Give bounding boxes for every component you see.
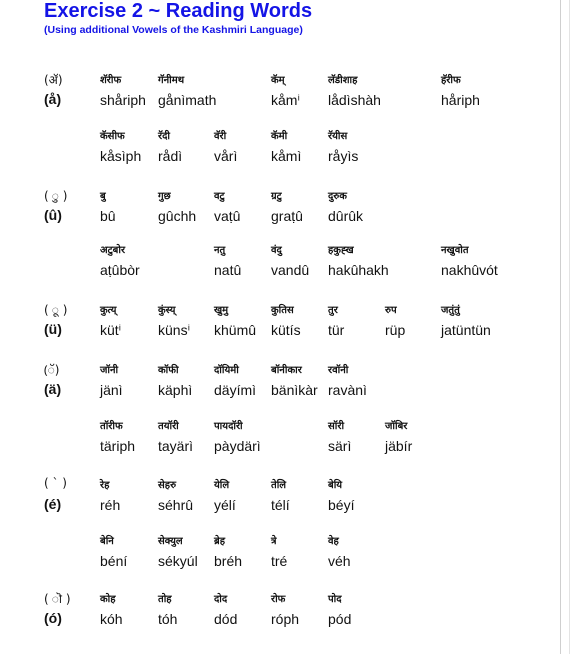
word-roman: khümû bbox=[214, 322, 257, 338]
word-devanagari: रवॉनी bbox=[328, 365, 349, 376]
word-devanagari: वंदु bbox=[271, 245, 282, 256]
word-devanagari: ग्रटु bbox=[271, 191, 282, 202]
word-devanagari: तेलि bbox=[271, 480, 287, 491]
word-devanagari: ब्रेह bbox=[214, 536, 226, 547]
word-roman: natû bbox=[214, 262, 242, 278]
word-roman: gûchh bbox=[158, 208, 197, 224]
word-roman: béyí bbox=[328, 497, 355, 513]
word-devanagari: रॅयीस bbox=[328, 131, 348, 142]
vowel-sign-devanagari: (ॲ) bbox=[44, 73, 63, 87]
word-devanagari: दुरुक bbox=[328, 191, 347, 202]
word-devanagari: पोद bbox=[328, 594, 342, 605]
word-roman: kütⁱ bbox=[100, 322, 122, 338]
vowel-sign-devanagari: ( ` ) bbox=[44, 476, 67, 490]
word-devanagari: तुर bbox=[328, 305, 338, 316]
word-devanagari: दॉयिमी bbox=[214, 365, 239, 376]
word-roman: kåmì bbox=[271, 148, 302, 164]
word-devanagari: सॉरी bbox=[328, 421, 345, 432]
word-devanagari: दोद bbox=[214, 594, 228, 605]
word-roman: róph bbox=[271, 611, 300, 627]
vowel-sign-devanagari: ( ॊ ) bbox=[44, 592, 71, 606]
word-roman: shåriph bbox=[100, 92, 146, 108]
vowel-sign-roman: (é) bbox=[44, 496, 62, 512]
word-roman: gånìmath bbox=[158, 92, 217, 108]
word-devanagari: हकुह्ख bbox=[328, 245, 354, 256]
word-roman: véh bbox=[328, 553, 351, 569]
page-title: Exercise 2 ~ Reading Words bbox=[44, 0, 313, 22]
word-roman: rüp bbox=[385, 322, 406, 338]
word-roman: séhrû bbox=[158, 497, 194, 513]
word-roman: tayärì bbox=[158, 438, 194, 454]
word-roman: tóh bbox=[158, 611, 178, 627]
word-roman: hakûhakh bbox=[328, 262, 389, 278]
word-roman: täriph bbox=[100, 438, 136, 454]
word-roman: håriph bbox=[441, 92, 480, 108]
word-roman: bänìkàr bbox=[271, 382, 318, 398]
vowel-sign-devanagari: (ॅ) bbox=[44, 363, 60, 377]
word-devanagari: जॉनी bbox=[100, 365, 119, 376]
word-roman: jatüntün bbox=[441, 322, 491, 338]
word-devanagari: सेहरु bbox=[158, 480, 177, 491]
word-devanagari: तयॉरी bbox=[158, 421, 179, 432]
word-roman: yélí bbox=[214, 497, 236, 513]
word-roman: vandû bbox=[271, 262, 310, 278]
word-devanagari: येलि bbox=[214, 480, 230, 491]
word-devanagari: गॅनीमथ bbox=[158, 75, 185, 86]
word-roman: däyímì bbox=[214, 382, 257, 398]
word-devanagari: कुंस्य् bbox=[158, 305, 176, 316]
word-roman: dód bbox=[214, 611, 238, 627]
word-devanagari: कुतिस bbox=[271, 305, 294, 316]
word-roman: jänì bbox=[100, 382, 123, 398]
word-roman: tür bbox=[328, 322, 345, 338]
word-roman: käphì bbox=[158, 382, 193, 398]
word-devanagari: हॅरीफ bbox=[441, 75, 461, 86]
word-roman: kóh bbox=[100, 611, 123, 627]
word-roman: jäbír bbox=[385, 438, 413, 454]
vowel-sign-roman: (ó) bbox=[44, 610, 62, 626]
word-devanagari: वॅरी bbox=[214, 131, 227, 142]
word-roman: réh bbox=[100, 497, 121, 513]
word-devanagari: कॅम् bbox=[271, 75, 285, 86]
word-roman: dûrûk bbox=[328, 208, 364, 224]
word-devanagari: रोफ bbox=[271, 594, 286, 605]
vowel-sign-roman: (å) bbox=[44, 91, 62, 107]
word-devanagari: बेनि bbox=[100, 536, 114, 547]
word-devanagari: नतु bbox=[214, 245, 226, 256]
word-devanagari: रॅदी bbox=[158, 131, 170, 142]
word-roman: aṭûbòr bbox=[100, 262, 140, 278]
word-roman: ravànì bbox=[328, 382, 367, 398]
word-roman: pàydärì bbox=[214, 438, 261, 454]
word-roman: kåmⁱ bbox=[271, 92, 300, 108]
word-devanagari: शॅरीफ bbox=[100, 75, 122, 86]
vowel-sign-roman: (ä) bbox=[44, 381, 62, 397]
word-devanagari: पायदॉरी bbox=[214, 421, 243, 432]
word-roman: graṭû bbox=[271, 208, 303, 224]
word-devanagari: त्रे bbox=[271, 536, 277, 547]
page-subtitle: (Using additional Vowels of the Kashmiri Language) bbox=[44, 24, 303, 36]
word-devanagari: वटु bbox=[214, 191, 225, 202]
word-roman: bréh bbox=[214, 553, 243, 569]
word-devanagari: बेयि bbox=[328, 480, 343, 491]
word-roman: nakhûvót bbox=[441, 262, 498, 278]
word-devanagari: बॉनीकार bbox=[271, 365, 302, 376]
word-devanagari: कुत्य् bbox=[100, 305, 117, 316]
word-devanagari: वेह bbox=[328, 536, 339, 547]
word-devanagari: सेक्युल bbox=[158, 536, 183, 547]
word-roman: kütís bbox=[271, 322, 301, 338]
word-roman: sékyúl bbox=[158, 553, 198, 569]
word-roman: särì bbox=[328, 438, 352, 454]
word-devanagari: कॉफी bbox=[158, 365, 179, 376]
word-devanagari: रुप bbox=[385, 305, 397, 316]
word-devanagari: अटुबोर bbox=[100, 245, 126, 256]
word-devanagari: जतुंतुं bbox=[441, 305, 460, 316]
word-devanagari: कोह bbox=[100, 594, 116, 605]
word-devanagari: नखुवोत bbox=[441, 245, 469, 256]
word-devanagari: खुमु bbox=[214, 305, 229, 316]
word-devanagari: कॅसीफ bbox=[100, 131, 125, 142]
word-devanagari: कॅमी bbox=[271, 131, 288, 142]
word-devanagari: जॉबिर bbox=[385, 421, 408, 432]
vowel-sign-roman: (û) bbox=[44, 207, 62, 223]
word-devanagari: लॅडीशाह bbox=[328, 75, 358, 86]
page-edge bbox=[560, 0, 570, 654]
word-roman: tré bbox=[271, 553, 288, 569]
word-roman: råyìs bbox=[328, 148, 359, 164]
vowel-sign-devanagari: ( ु ) bbox=[44, 189, 68, 203]
word-roman: vaṭû bbox=[214, 208, 241, 224]
word-devanagari: रेह bbox=[100, 480, 110, 491]
word-roman: béní bbox=[100, 553, 128, 569]
word-devanagari: बु bbox=[100, 191, 106, 202]
vowel-sign-roman: (ü) bbox=[44, 321, 62, 337]
word-roman: kåsìph bbox=[100, 148, 142, 164]
word-devanagari: तॉरीफ bbox=[100, 421, 123, 432]
vowel-sign-devanagari: ( ू ) bbox=[44, 303, 68, 317]
word-roman: télí bbox=[271, 497, 290, 513]
word-roman: pód bbox=[328, 611, 352, 627]
word-roman: rådì bbox=[158, 148, 183, 164]
word-devanagari: गुछ bbox=[158, 191, 171, 202]
word-roman: künsⁱ bbox=[158, 322, 191, 338]
word-devanagari: तोह bbox=[158, 594, 172, 605]
word-roman: lådìshàh bbox=[328, 92, 381, 108]
word-roman: vårì bbox=[214, 148, 238, 164]
word-roman: bû bbox=[100, 208, 116, 224]
